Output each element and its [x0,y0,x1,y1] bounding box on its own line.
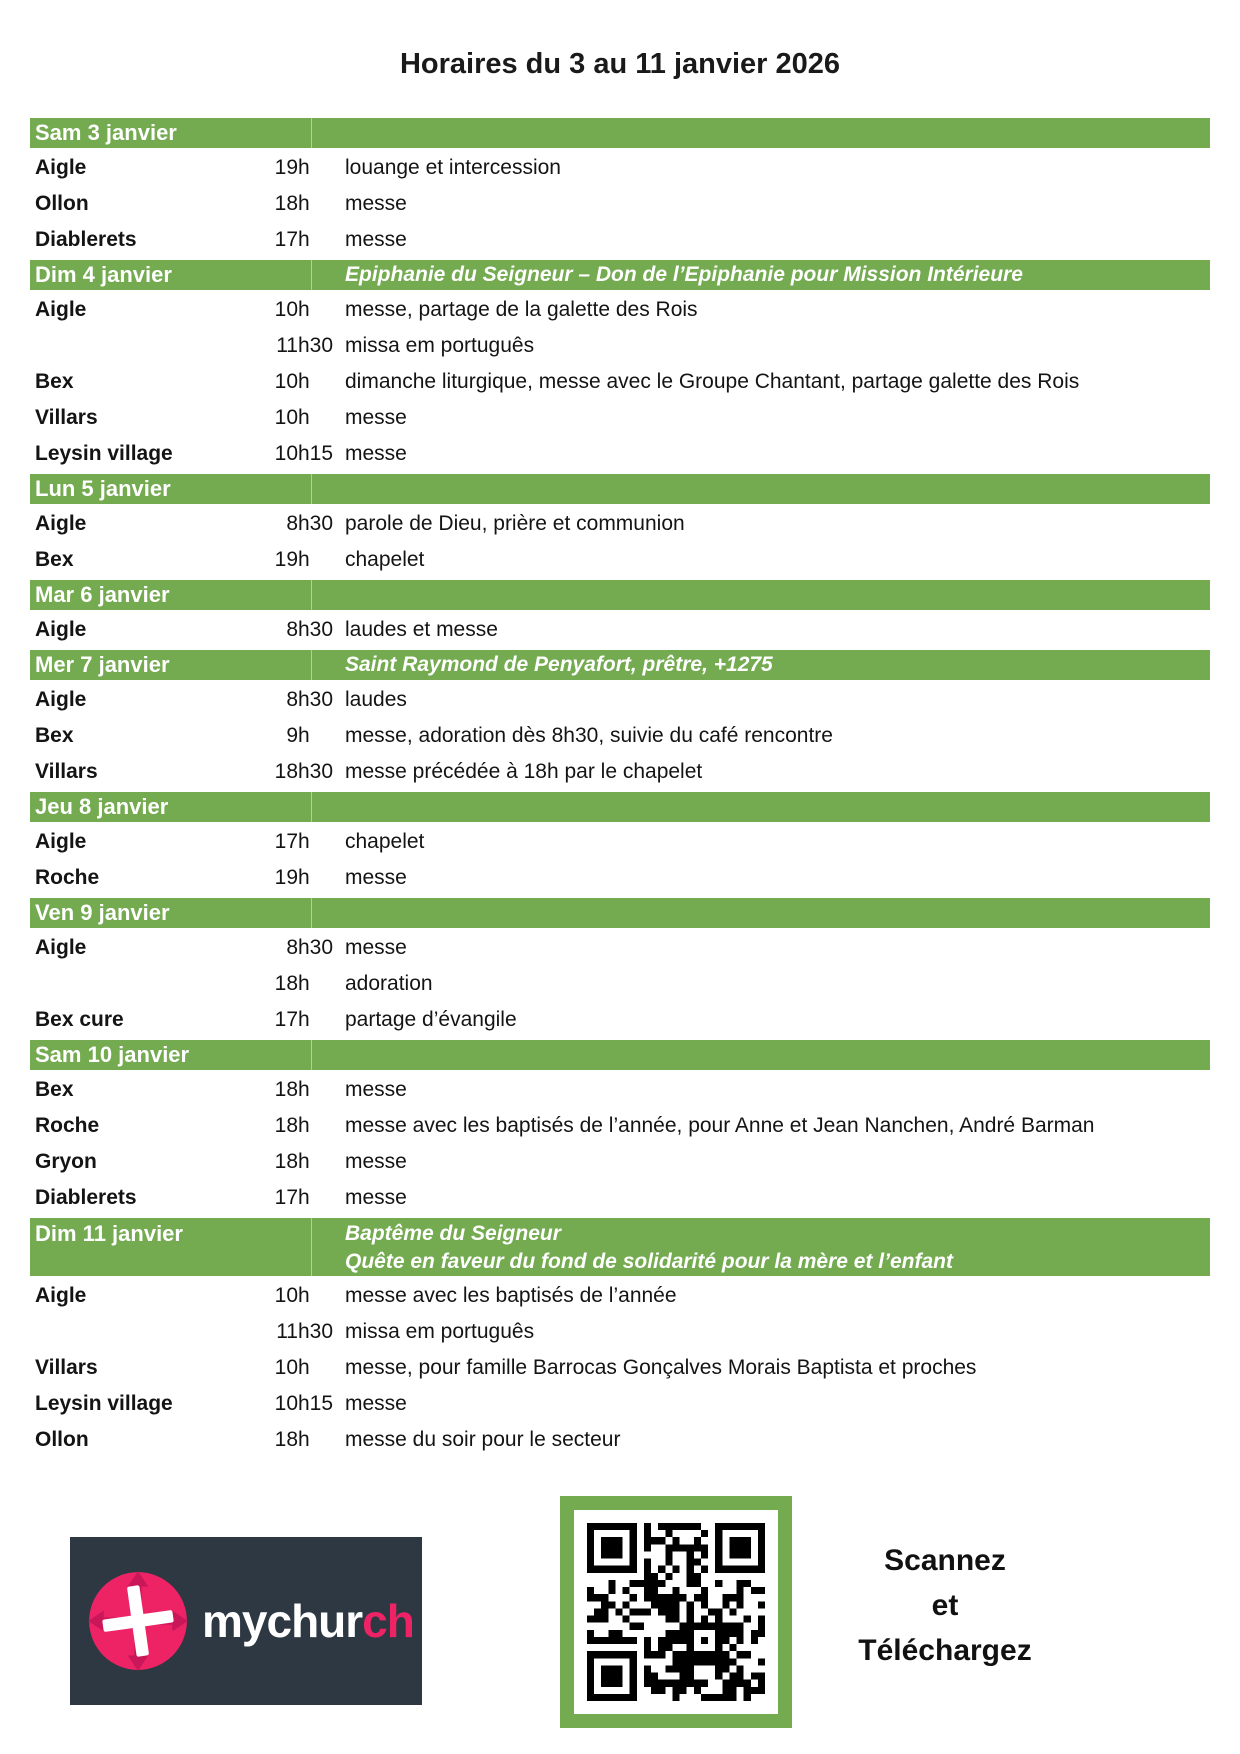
event-cell: chapelet [345,830,425,853]
mychurch-logo [70,1537,422,1705]
time-hours: 11 [276,334,298,357]
time-hours: 19 [274,548,298,571]
time-hours: 10 [274,1392,298,1415]
time-minutes: h15 [298,1392,334,1415]
event-cell: chapelet [345,548,425,571]
time-cell [260,1186,345,1210]
cross-arrows-icon [86,1569,190,1673]
time-minutes: h [298,192,310,215]
schedule-row [30,292,1210,328]
time-hours: 10 [274,298,298,321]
day-note [312,1218,1210,1276]
event-cell: laudes et messe [345,618,498,641]
location-cell: Diablerets [35,1186,137,1209]
location-cell: Bex [35,1078,74,1101]
time-minutes: h [298,156,310,179]
schedule-row [30,542,1210,578]
event-cell: messe précédée à 18h par le chapelet [345,760,703,783]
schedule-row [30,328,1210,364]
location-cell: Ollon [35,192,89,215]
time-cell [260,1356,345,1380]
day-note [312,118,1210,148]
location-cell: Aigle [35,830,87,853]
event-cell: messe du soir pour le secteur [345,1428,621,1451]
day-header-row [30,118,1210,148]
scan-line-3: Téléchargez [858,1634,1032,1667]
time-minutes: h [298,1078,310,1101]
location-cell: Leysin village [35,442,173,465]
event-cell: messe [345,406,407,429]
time-minutes: h30 [298,512,334,535]
time-minutes: h30 [298,1320,334,1343]
time-cell [260,334,345,358]
event-cell: messe [345,1150,407,1173]
logo-wordmark [202,1594,414,1648]
time-hours: 8 [286,618,298,641]
schedule-row [30,222,1210,258]
location-cell: Bex [35,548,74,571]
location-cell: Villars [35,406,98,429]
time-cell [260,1428,345,1452]
schedule-row [30,506,1210,542]
time-hours: 8 [286,512,298,535]
time-hours: 10 [274,1356,298,1379]
time-minutes: h30 [298,618,334,641]
time-minutes: h [298,1114,310,1137]
time-hours: 17 [274,228,298,251]
time-hours: 10 [274,370,298,393]
location-cell: Leysin village [35,1392,173,1415]
page-title: Horaires du 3 au 11 janvier 2026 [399,48,841,80]
time-minutes: h30 [298,936,334,959]
event-cell: messe [345,1186,407,1209]
schedule-row [30,150,1210,186]
time-cell [260,830,345,854]
event-cell: messe [345,866,407,889]
scan-instruction [820,1538,1070,1673]
day-note [312,474,1210,504]
event-cell: missa em português [345,1320,535,1343]
event-cell: adoration [345,972,433,995]
location-cell: Roche [35,1114,100,1137]
day-note-line: Saint Raymond de Penyafort, prêtre, +1275 [345,653,773,676]
time-cell [260,512,345,536]
time-minutes: h [298,972,310,995]
event-cell: dimanche liturgique, messe avec le Groupe Chantant, partage galette des Rois [345,370,1080,393]
time-hours: 10 [274,406,298,429]
event-cell: messe [345,192,407,215]
schedule-row [30,1072,1210,1108]
time-cell [260,936,345,960]
location-cell: Villars [35,1356,98,1379]
schedule-row [30,1108,1210,1144]
time-hours: 18 [274,1114,298,1137]
day-label: Lun 5 janvier [30,474,312,504]
time-cell [260,298,345,322]
schedule-row [30,186,1210,222]
day-header-row [30,1218,1210,1276]
day-note [312,650,1210,680]
day-header-row [30,580,1210,610]
day-label: Sam 3 janvier [30,118,312,148]
event-cell: louange et intercession [345,156,561,179]
schedule-row [30,1002,1210,1038]
time-cell [260,156,345,180]
schedule-row [30,1278,1210,1314]
time-cell [260,760,345,784]
location-cell: Gryon [35,1150,97,1173]
event-cell: missa em português [345,334,535,357]
time-minutes: h [298,1150,310,1173]
time-minutes: h [298,866,310,889]
location-cell: Aigle [35,936,87,959]
time-minutes: h [298,1356,310,1379]
location-cell: Bex [35,370,74,393]
schedule-row [30,860,1210,896]
time-minutes: h30 [298,688,334,711]
time-minutes: h [298,1008,310,1031]
day-label: Jeu 8 janvier [30,792,312,822]
time-hours: 17 [274,830,298,853]
logo-text-white: mychur [202,1595,363,1647]
time-cell [260,972,345,996]
schedule-row [30,1314,1210,1350]
schedule-row [30,364,1210,400]
location-cell: Bex cure [35,1008,124,1031]
scan-line-2: et [931,1589,959,1622]
event-cell: messe [345,228,407,251]
schedule-row [30,718,1210,754]
event-cell: messe, partage de la galette des Rois [345,298,698,321]
time-cell [260,1114,345,1138]
schedule-row [30,1386,1210,1422]
day-note-line: Baptême du Seigneur [345,1222,561,1245]
time-hours: 11 [276,1320,298,1343]
time-hours: 10 [274,1284,298,1307]
time-hours: 18 [274,192,298,215]
time-minutes: h [298,830,310,853]
event-cell: messe [345,1078,407,1101]
time-hours: 18 [274,972,298,995]
day-note [312,580,1210,610]
time-hours: 18 [274,1078,298,1101]
time-cell [260,724,345,748]
location-cell: Diablerets [35,228,137,251]
schedule-row [30,1350,1210,1386]
schedule-row [30,1422,1210,1458]
schedule-row [30,966,1210,1002]
time-cell [260,1150,345,1174]
time-minutes: h30 [298,760,334,783]
time-cell [260,370,345,394]
event-cell: messe [345,1392,407,1415]
time-cell [260,1008,345,1032]
schedule-row [30,754,1210,790]
time-cell [260,442,345,466]
day-label: Sam 10 janvier [30,1040,312,1070]
day-label: Mar 6 janvier [30,580,312,610]
time-cell [260,192,345,216]
day-header-row [30,1040,1210,1070]
schedule-row [30,682,1210,718]
schedule-row [30,400,1210,436]
location-cell: Aigle [35,1284,87,1307]
time-hours: 18 [274,1428,298,1451]
day-header-row [30,260,1210,290]
time-minutes: h [298,228,310,251]
time-cell [260,866,345,890]
time-minutes: h [298,1186,310,1209]
time-cell [260,548,345,572]
event-cell: messe avec les baptisés de l’année [345,1284,677,1307]
day-header-row [30,792,1210,822]
day-label: Mer 7 janvier [30,650,312,680]
time-hours: 8 [286,936,298,959]
time-minutes: h [298,406,310,429]
day-header-row [30,474,1210,504]
event-cell: laudes [345,688,407,711]
location-cell: Bex [35,724,74,747]
day-note [312,260,1210,290]
day-note-line: Quête en faveur du fond de solidarité pour la mère et l’enfant [345,1250,953,1273]
time-minutes: h15 [298,442,334,465]
location-cell: Aigle [35,688,87,711]
location-cell: Aigle [35,156,87,179]
event-cell: messe, adoration dès 8h30, suivie du café rencontre [345,724,833,747]
event-cell: partage d’évangile [345,1008,517,1031]
time-cell [260,618,345,642]
day-label: Dim 11 janvier [30,1218,312,1276]
time-hours: 8 [286,688,298,711]
day-header-row [30,650,1210,680]
schedule-row [30,436,1210,472]
time-cell [260,1320,345,1344]
event-cell: messe avec les baptisés de l’année, pour Anne et Jean Nanchen, André Barman [345,1114,1095,1137]
time-cell [260,688,345,712]
time-minutes: h [298,724,310,747]
day-header-row [30,898,1210,928]
day-note [312,898,1210,928]
event-cell: messe, pour famille Barrocas Gonçalves Morais Baptista et proches [345,1356,977,1379]
time-hours: 19 [274,156,298,179]
time-minutes: h [298,1284,310,1307]
day-label: Dim 4 janvier [30,260,312,290]
time-cell [260,228,345,252]
time-minutes: h [298,548,310,571]
time-hours: 18 [274,760,298,783]
day-label: Ven 9 janvier [30,898,312,928]
schedule-row [30,612,1210,648]
event-cell: messe [345,936,407,959]
day-note [312,792,1210,822]
qr-code [560,1496,792,1728]
day-note-line: Epiphanie du Seigneur – Don de l’Epiphanie pour Mission Intérieure [345,263,1023,286]
time-cell [260,1078,345,1102]
event-cell: messe [345,442,407,465]
schedule-table [30,116,1210,1458]
time-hours: 19 [274,866,298,889]
time-hours: 10 [274,442,298,465]
time-minutes: h [298,370,310,393]
scan-line-1: Scannez [884,1544,1006,1577]
time-cell [260,1392,345,1416]
time-minutes: h [298,298,310,321]
day-note [312,1040,1210,1070]
schedule-row [30,930,1210,966]
time-cell [260,406,345,430]
time-minutes: h30 [298,334,334,357]
location-cell: Aigle [35,512,87,535]
time-hours: 18 [274,1150,298,1173]
location-cell: Aigle [35,298,87,321]
location-cell: Ollon [35,1428,89,1451]
time-minutes: h [298,1428,310,1451]
schedule-row [30,1180,1210,1216]
time-hours: 9 [286,724,298,747]
location-cell: Roche [35,866,100,889]
time-hours: 17 [274,1186,298,1209]
time-cell [260,1284,345,1308]
location-cell: Villars [35,760,98,783]
location-cell: Aigle [35,618,87,641]
schedule-row [30,1144,1210,1180]
event-cell: parole de Dieu, prière et communion [345,512,685,535]
time-hours: 17 [274,1008,298,1031]
logo-text-pink: ch [362,1595,414,1647]
schedule-row [30,824,1210,860]
